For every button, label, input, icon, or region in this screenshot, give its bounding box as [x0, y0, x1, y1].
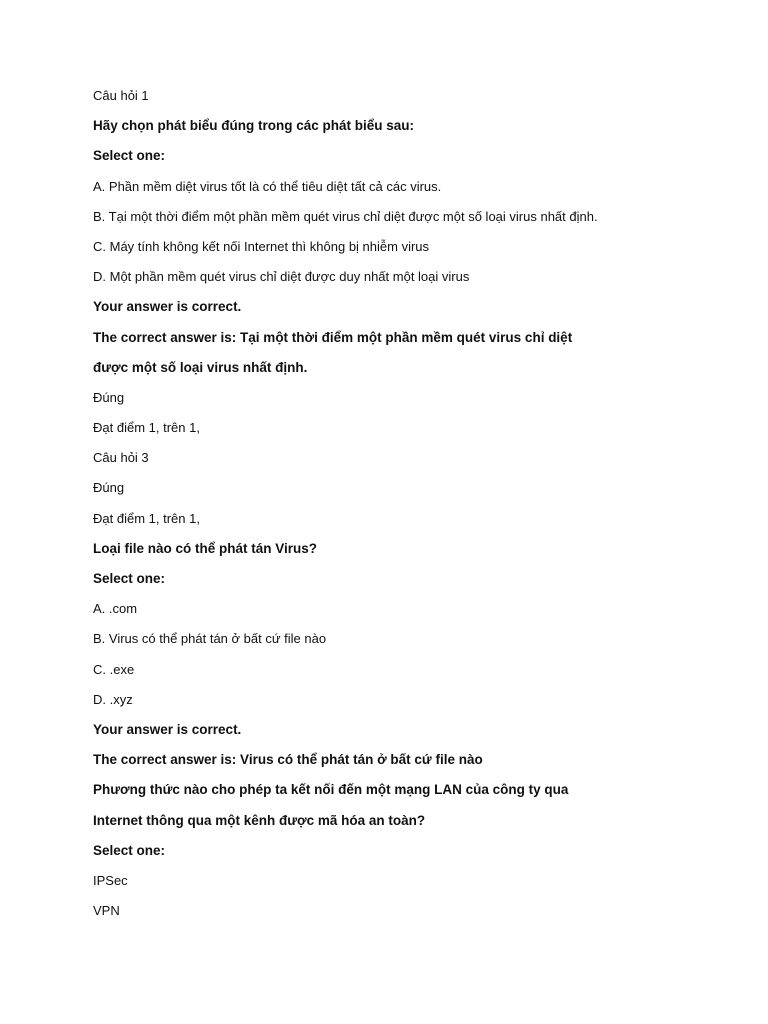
answer-option-vpn: VPN — [93, 903, 120, 919]
answer-option-d: D. Một phần mềm quét virus chỉ diệt được duy nhất một loại virus — [93, 269, 470, 285]
feedback-correct: Your answer is correct. — [93, 299, 242, 315]
answer-option-b: B. Tại một thời điểm một phần mềm quét virus chỉ diệt được một số loại virus nhất định. — [93, 208, 598, 224]
status-text: Đúng — [93, 389, 125, 405]
score-text: Đạt điểm 1, trên 1, — [93, 420, 200, 436]
correct-answer-line: The correct answer is: Virus có thể phát tán ở bất cứ file nào — [93, 752, 483, 768]
answer-option-b: B. Virus có thể phát tán ở bất cứ file nào — [93, 631, 327, 647]
question-4-prompt-line-2: Internet thông qua một kênh được mã hóa an toàn? — [93, 812, 426, 828]
status-text: Đúng — [93, 480, 125, 496]
answer-option-a: A. Phần mềm diệt virus tốt là có thể tiêu diệt tất cả các virus. — [93, 178, 442, 194]
question-1-prompt: Hãy chọn phát biểu đúng trong các phát biểu sau: — [93, 118, 415, 134]
question-4-prompt-line-1: Phương thức nào cho phép ta kết nối đến một mạng LAN của công ty qua — [93, 782, 569, 798]
answer-option-a: A. .com — [93, 601, 138, 617]
answer-option-ipsec: IPSec — [93, 872, 128, 888]
answer-option-d: D. .xyz — [93, 691, 133, 707]
question-3-prompt: Loại file nào có thể phát tán Virus? — [93, 540, 318, 556]
answer-option-c: C. .exe — [93, 661, 135, 677]
question-1-number: Câu hỏi 1 — [93, 88, 149, 103]
document-page — [93, 86, 733, 931]
question-3-number: Câu hỏi 3 — [93, 450, 149, 466]
feedback-correct: Your answer is correct. — [93, 721, 242, 737]
correct-answer-line-2: được một số loại virus nhất định. — [93, 359, 308, 375]
select-one-label: Select one: — [93, 148, 166, 164]
correct-answer-line-1: The correct answer is: Tại một thời điểm một phần mềm quét virus chỉ diệt — [93, 329, 573, 345]
select-one-label: Select one: — [93, 842, 166, 858]
answer-option-c: C. Máy tính không kết nối Internet thì không bị nhiễm virus — [93, 238, 430, 254]
score-text: Đạt điểm 1, trên 1, — [93, 510, 200, 526]
select-one-label: Select one: — [93, 571, 166, 586]
